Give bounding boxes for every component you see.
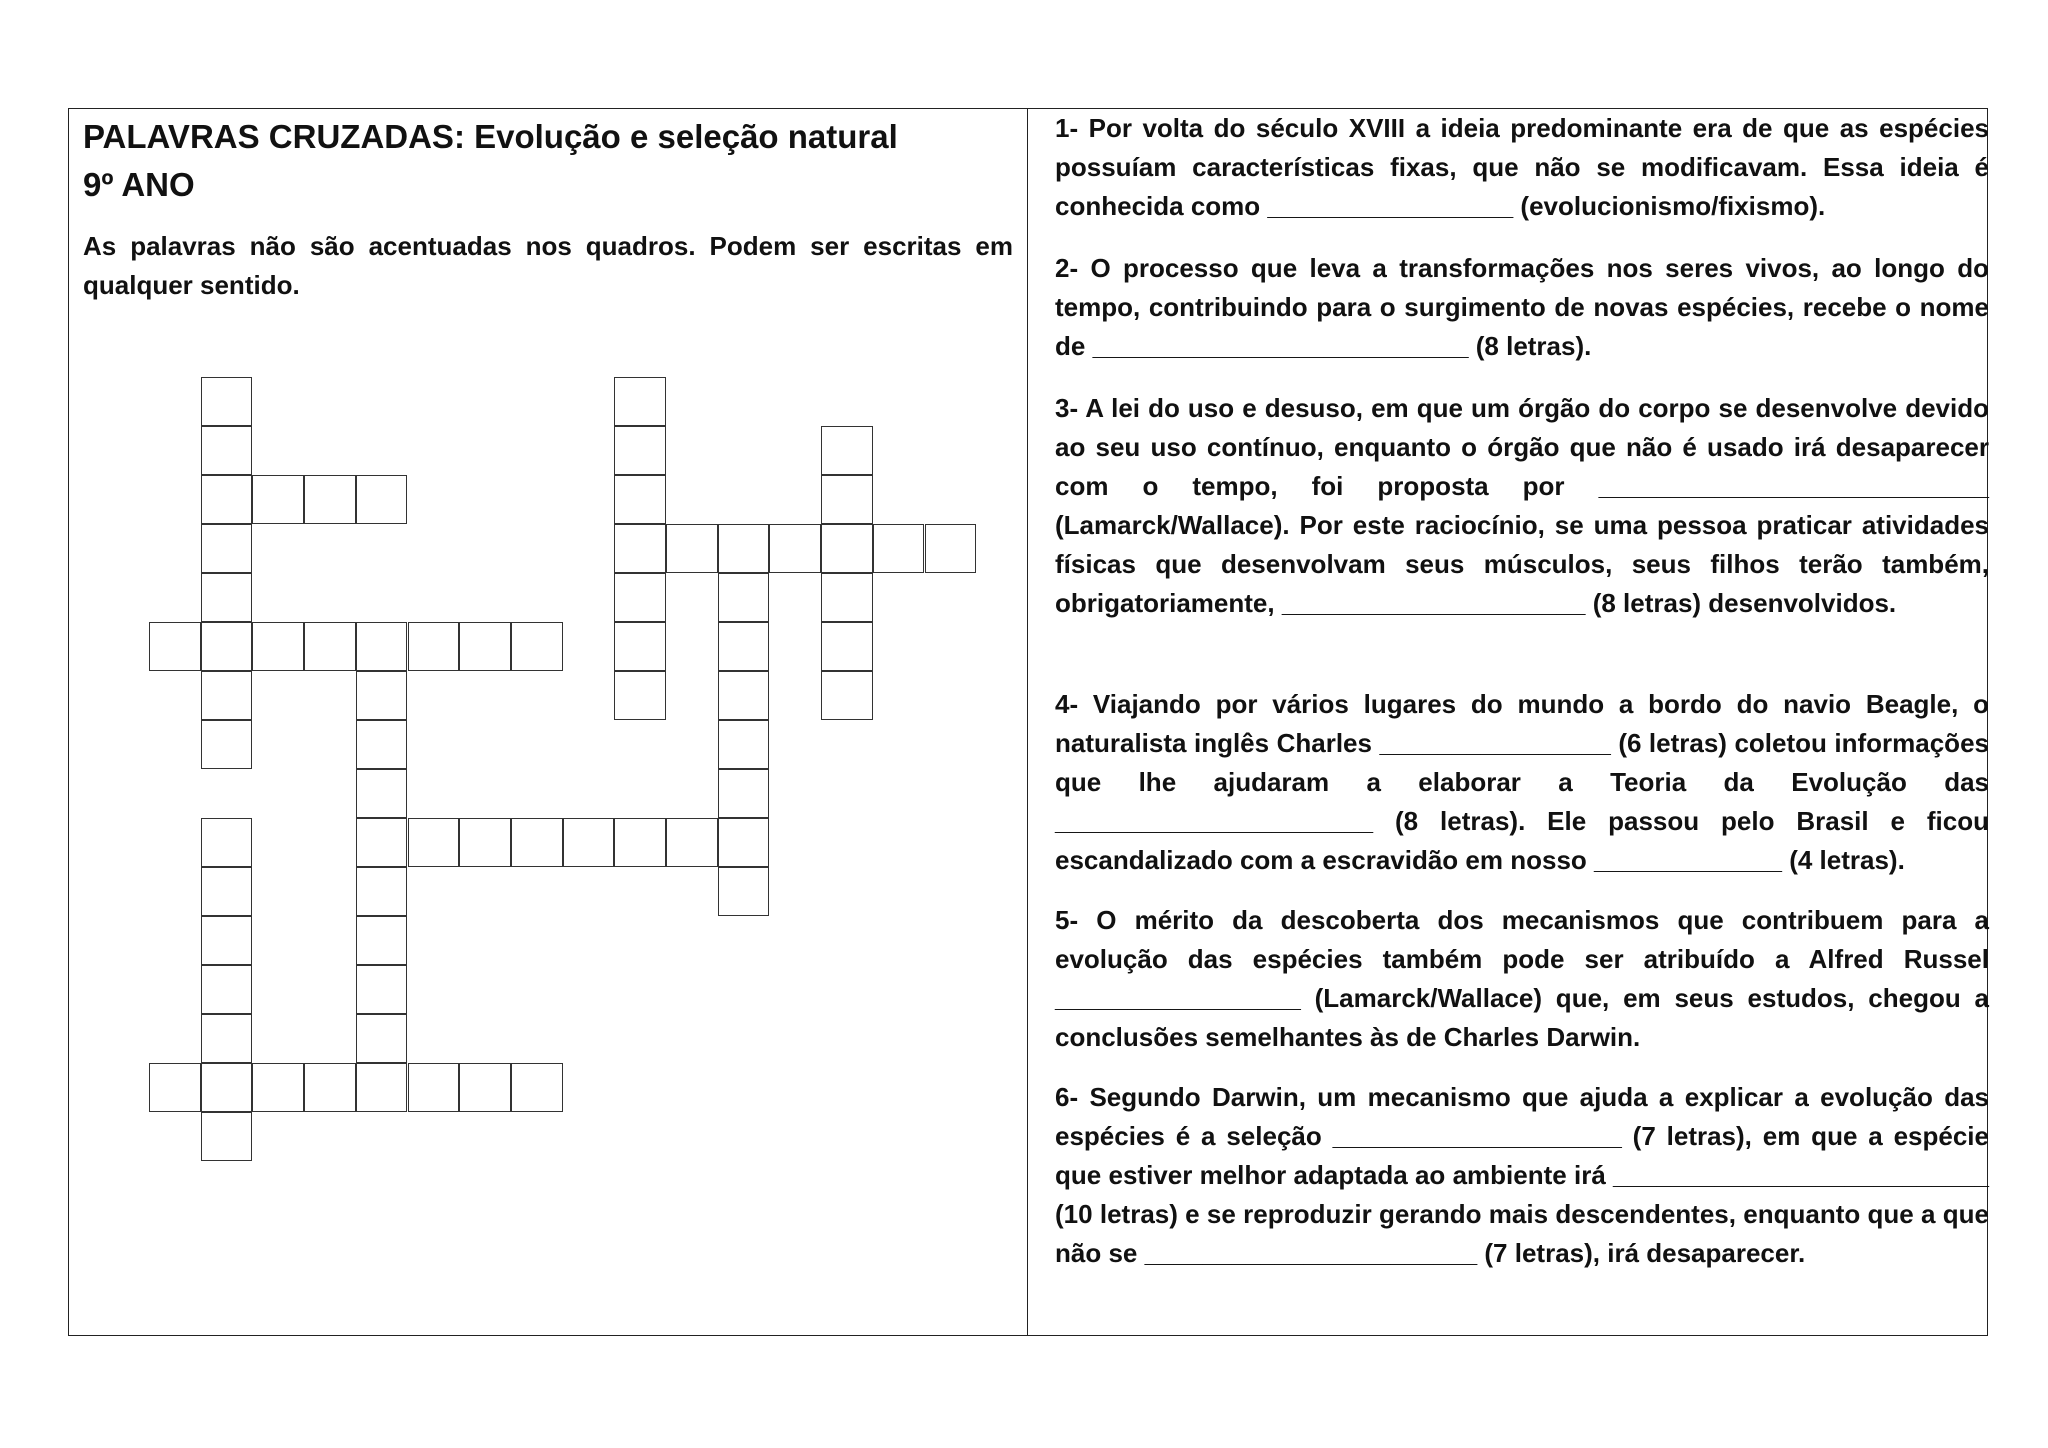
crossword-cell[interactable] bbox=[614, 671, 666, 720]
crossword-cell[interactable] bbox=[718, 769, 770, 818]
crossword-cell[interactable] bbox=[201, 524, 253, 573]
crossword-cell[interactable] bbox=[356, 475, 408, 524]
crossword-cell[interactable] bbox=[356, 965, 408, 1014]
crossword-cell[interactable] bbox=[873, 524, 925, 573]
crossword-cell[interactable] bbox=[201, 426, 253, 475]
crossword-cell[interactable] bbox=[718, 671, 770, 720]
crossword-cell[interactable] bbox=[201, 720, 253, 769]
crossword-cell[interactable] bbox=[201, 573, 253, 622]
crossword-cell[interactable] bbox=[614, 475, 666, 524]
crossword-cell[interactable] bbox=[201, 377, 253, 426]
crossword-cell[interactable] bbox=[408, 818, 460, 867]
crossword-cell[interactable] bbox=[666, 524, 718, 573]
crossword-cell[interactable] bbox=[356, 867, 408, 916]
title-line-2: 9º ANO bbox=[83, 166, 195, 203]
crossword-cell[interactable] bbox=[821, 622, 873, 671]
crossword-cell[interactable] bbox=[201, 818, 253, 867]
crossword-cell[interactable] bbox=[821, 573, 873, 622]
crossword-cell[interactable] bbox=[459, 818, 511, 867]
crossword-cell[interactable] bbox=[252, 1063, 304, 1112]
crossword-cell[interactable] bbox=[769, 524, 821, 573]
crossword-cell[interactable] bbox=[252, 622, 304, 671]
crossword-cell[interactable] bbox=[718, 622, 770, 671]
crossword-cell[interactable] bbox=[511, 818, 563, 867]
clues-panel bbox=[1041, 109, 1989, 1335]
page-title bbox=[83, 113, 898, 209]
column-divider bbox=[1027, 109, 1028, 1335]
title-line-1: PALAVRAS CRUZADAS: Evolução e seleção natural bbox=[83, 118, 898, 155]
crossword-cell[interactable] bbox=[356, 671, 408, 720]
crossword-cell[interactable] bbox=[614, 818, 666, 867]
crossword-cell[interactable] bbox=[511, 622, 563, 671]
crossword-cell[interactable] bbox=[563, 818, 615, 867]
crossword-cell[interactable] bbox=[201, 1014, 253, 1063]
clue-3: 3- A lei do uso e desuso, em que um órgão do corpo se desenvolve devido ao seu uso contínuo, enquanto o órgão que não é usado irá desaparecer com o tempo, foi proposta por ___________________________ (Lamarck/Wallace). Por este raciocínio, se uma pessoa praticar atividades físicas que desenvolvam seus músculos, seus filhos terão também, obrigatoriamente, _____________________ (8 letras) desenvolvidos. bbox=[1055, 393, 1989, 618]
crossword-cell[interactable] bbox=[201, 671, 253, 720]
crossword-cell[interactable] bbox=[614, 622, 666, 671]
crossword-cell[interactable] bbox=[511, 1063, 563, 1112]
crossword-panel bbox=[83, 109, 1015, 1335]
clue-2: 2- O processo que leva a transformações nos seres vivos, ao longo do tempo, contribuindo para o surgimento de novas espécies, recebe o nome de __________________________ (8 letras). bbox=[1055, 253, 1989, 361]
crossword-cell[interactable] bbox=[821, 524, 873, 573]
crossword-cell[interactable] bbox=[614, 377, 666, 426]
crossword-cell[interactable] bbox=[821, 426, 873, 475]
crossword-cell[interactable] bbox=[201, 916, 253, 965]
crossword-cell[interactable] bbox=[201, 867, 253, 916]
crossword-cell[interactable] bbox=[356, 916, 408, 965]
crossword-cell[interactable] bbox=[149, 1063, 201, 1112]
crossword-cell[interactable] bbox=[459, 1063, 511, 1112]
crossword-cell[interactable] bbox=[614, 524, 666, 573]
crossword-cell[interactable] bbox=[201, 622, 253, 671]
crossword-cell[interactable] bbox=[201, 1112, 253, 1161]
crossword-cell[interactable] bbox=[304, 622, 356, 671]
crossword-cell[interactable] bbox=[201, 965, 253, 1014]
crossword-cell[interactable] bbox=[304, 1063, 356, 1112]
crossword-cell[interactable] bbox=[356, 622, 408, 671]
worksheet-frame bbox=[68, 108, 1988, 1336]
crossword-cell[interactable] bbox=[356, 818, 408, 867]
crossword-cell[interactable] bbox=[666, 818, 718, 867]
clue-5: 5- O mérito da descoberta dos mecanismos que contribuem para a evolução das espécies também pode ser atribuído a Alfred Russel _________________ (Lamarck/Wallace) que, em seus estudos, chegou a conclusões semelhantes às de Charles Darwin. bbox=[1055, 905, 1989, 1052]
crossword-cell[interactable] bbox=[149, 622, 201, 671]
crossword-cell[interactable] bbox=[821, 475, 873, 524]
crossword-cell[interactable] bbox=[614, 426, 666, 475]
crossword-cell[interactable] bbox=[408, 1063, 460, 1112]
crossword-cell[interactable] bbox=[356, 720, 408, 769]
crossword-cell[interactable] bbox=[459, 622, 511, 671]
crossword-cell[interactable] bbox=[614, 573, 666, 622]
clue-6: 6- Segundo Darwin, um mecanismo que ajuda a explicar a evolução das espécies é a seleção ____________________ (7 letras), em que a espécie que estiver melhor adaptada ao ambiente irá __________________________ (10 letras) e se reproduzir gerando mais descendentes, enquanto que a que não se _______________________ (7 letras), irá desaparecer. bbox=[1055, 1082, 1989, 1268]
crossword-cell[interactable] bbox=[718, 867, 770, 916]
crossword-cell[interactable] bbox=[252, 475, 304, 524]
crossword-cell[interactable] bbox=[718, 573, 770, 622]
crossword-cell[interactable] bbox=[304, 475, 356, 524]
crossword-cell[interactable] bbox=[718, 720, 770, 769]
crossword-cell[interactable] bbox=[718, 818, 770, 867]
crossword-cell[interactable] bbox=[356, 1063, 408, 1112]
crossword-cell[interactable] bbox=[821, 671, 873, 720]
crossword-cell[interactable] bbox=[356, 1014, 408, 1063]
instructions: As palavras não são acentuadas nos quadros. Podem ser escritas em qualquer sentido. bbox=[83, 231, 1013, 300]
clue-1: 1- Por volta do século XVIII a ideia predominante era de que as espécies possuíam características fixas, que não se modificavam. Essa ideia é conhecida como _________________ (evolucionismo/fixismo). bbox=[1055, 113, 1989, 221]
crossword-cell[interactable] bbox=[408, 622, 460, 671]
crossword-cell[interactable] bbox=[925, 524, 977, 573]
crossword-cell[interactable] bbox=[201, 475, 253, 524]
crossword-cell[interactable] bbox=[718, 524, 770, 573]
crossword-cell[interactable] bbox=[356, 769, 408, 818]
crossword-grid bbox=[149, 377, 979, 1277]
clue-4: 4- Viajando por vários lugares do mundo a bordo do navio Beagle, o naturalista inglês Charles ________________ (6 letras) coletou informações que lhe ajudaram a elaborar a Teoria da Evolução das ______________________ (8 letras). Ele passou pelo Brasil e ficou escandalizado com a escravidão em nosso _____________ (4 letras). bbox=[1055, 689, 1989, 875]
crossword-cell[interactable] bbox=[201, 1063, 253, 1112]
